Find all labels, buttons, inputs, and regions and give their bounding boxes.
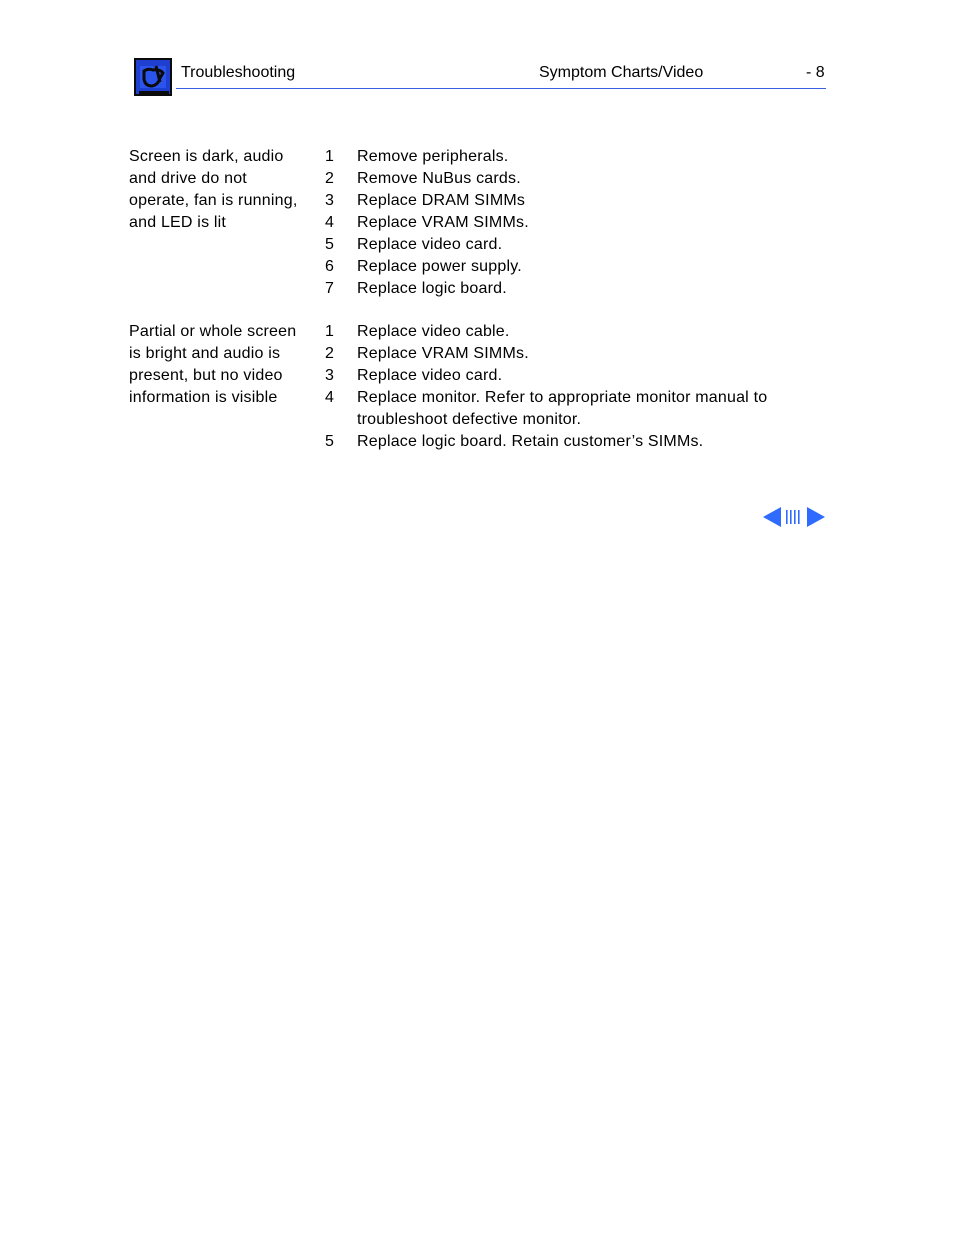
step-text: Replace video card. (357, 236, 503, 253)
step-text: Replace logic board. (357, 280, 507, 297)
step-text: Replace DRAM SIMMs (357, 192, 526, 209)
previous-page-button[interactable] (763, 507, 781, 527)
step-text: Replace power supply. (357, 258, 522, 275)
step-text: Replace monitor. Refer to appropriate monitor manual to troubleshoot defective monitor. (357, 389, 768, 428)
step-number: 5 (325, 236, 335, 253)
list-item (325, 190, 805, 212)
list-item (325, 146, 805, 168)
page-bars-icon[interactable] (786, 510, 800, 524)
header-rule (176, 88, 826, 89)
list-item (325, 212, 805, 234)
symptom-description: Partial or whole screen is bright and audio is present, but no video information is visible (129, 323, 297, 406)
page-header (0, 0, 954, 100)
list-item (325, 365, 805, 387)
step-number: 1 (325, 323, 335, 340)
step-number: 1 (325, 148, 335, 165)
list-item (325, 278, 805, 300)
step-text: Remove NuBus cards. (357, 170, 521, 187)
solution-steps (325, 146, 805, 300)
page-navigation (762, 505, 826, 529)
list-item (325, 387, 805, 431)
step-number: 4 (325, 214, 335, 231)
step-number: 2 (325, 345, 335, 362)
step-text: Replace VRAM SIMMs. (357, 214, 529, 231)
section-title: Troubleshooting (181, 64, 296, 81)
list-item (325, 343, 805, 365)
list-item (325, 234, 805, 256)
step-text: Replace logic board. Retain customer’s SIMMs. (357, 433, 704, 450)
triangle-left-icon[interactable] (763, 507, 781, 527)
step-number: 6 (325, 258, 335, 275)
list-item (325, 321, 805, 343)
step-number: 2 (325, 170, 335, 187)
solution-steps (325, 321, 805, 453)
apple-service-logo-icon (134, 58, 172, 96)
step-text: Replace VRAM SIMMs. (357, 345, 529, 362)
list-item (325, 168, 805, 190)
step-number: 5 (325, 433, 335, 450)
symptom-description: Screen is dark, audio and drive do not operate, fan is running, and LED is lit (129, 148, 298, 231)
step-number: 3 (325, 367, 335, 384)
list-item (325, 256, 805, 278)
step-text: Replace video card. (357, 367, 503, 384)
step-number: 7 (325, 280, 335, 297)
step-number: 4 (325, 389, 335, 406)
step-number: 3 (325, 192, 335, 209)
step-text: Remove peripherals. (357, 148, 509, 165)
page-index-button[interactable] (786, 510, 800, 524)
step-text: Replace video cable. (357, 323, 510, 340)
triangle-right-icon[interactable] (807, 507, 825, 527)
list-item (325, 431, 805, 453)
chapter-title: Symptom Charts/Video (539, 64, 704, 81)
page-number: - 8 (806, 64, 825, 81)
next-page-button[interactable] (807, 507, 825, 527)
